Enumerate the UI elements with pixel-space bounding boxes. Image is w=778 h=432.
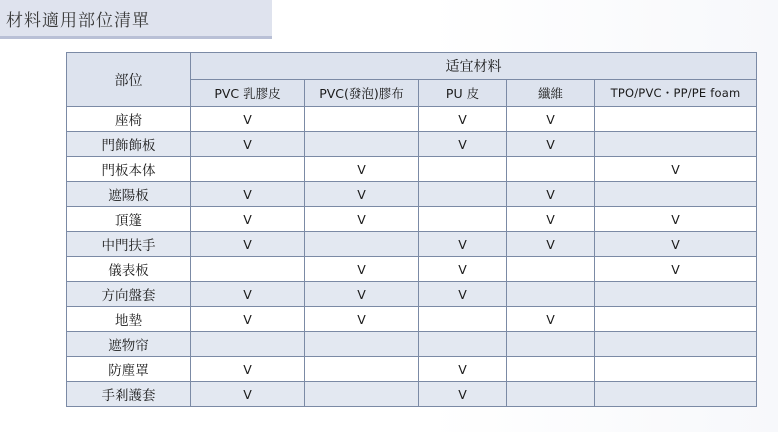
row-part-label: 遮陽板 bbox=[67, 182, 191, 207]
cell-mark: V bbox=[191, 382, 305, 407]
cell-mark bbox=[595, 107, 757, 132]
cell-mark bbox=[419, 207, 507, 232]
cell-mark: V bbox=[305, 207, 419, 232]
row-part-label: 門飾飾板 bbox=[67, 132, 191, 157]
table-head bbox=[67, 53, 757, 107]
title-underline bbox=[0, 36, 272, 39]
header-col-fiber: 纖維 bbox=[507, 80, 595, 107]
cell-mark bbox=[305, 107, 419, 132]
cell-mark: V bbox=[595, 257, 757, 282]
cell-mark bbox=[191, 157, 305, 182]
cell-mark: V bbox=[419, 107, 507, 132]
cell-mark: V bbox=[507, 107, 595, 132]
cell-mark: V bbox=[191, 132, 305, 157]
cell-mark bbox=[595, 332, 757, 357]
cell-mark bbox=[419, 157, 507, 182]
cell-mark bbox=[507, 257, 595, 282]
header-suitable-materials: 适宜材料 bbox=[191, 53, 757, 80]
cell-mark bbox=[419, 182, 507, 207]
cell-mark: V bbox=[419, 357, 507, 382]
header-col-tpo-foam: TPO/PVC・PP/PE foam bbox=[595, 80, 757, 107]
cell-mark: V bbox=[419, 282, 507, 307]
cell-mark bbox=[507, 157, 595, 182]
cell-mark bbox=[507, 282, 595, 307]
row-part-label: 儀表板 bbox=[67, 257, 191, 282]
cell-mark: V bbox=[191, 232, 305, 257]
row-part-label: 遮物帘 bbox=[67, 332, 191, 357]
cell-mark bbox=[507, 332, 595, 357]
document-title-bar bbox=[0, 0, 272, 36]
cell-mark: V bbox=[595, 232, 757, 257]
cell-mark bbox=[305, 332, 419, 357]
table-row bbox=[67, 257, 757, 282]
table-row bbox=[67, 157, 757, 182]
cell-mark: V bbox=[419, 257, 507, 282]
cell-mark bbox=[595, 282, 757, 307]
row-part-label: 頂篷 bbox=[67, 207, 191, 232]
table-row bbox=[67, 357, 757, 382]
cell-mark bbox=[595, 382, 757, 407]
cell-mark: V bbox=[191, 357, 305, 382]
cell-mark bbox=[507, 357, 595, 382]
table-row bbox=[67, 107, 757, 132]
cell-mark: V bbox=[305, 182, 419, 207]
cell-mark: V bbox=[507, 132, 595, 157]
table-row bbox=[67, 232, 757, 257]
cell-mark: V bbox=[507, 307, 595, 332]
cell-mark: V bbox=[305, 157, 419, 182]
table-header-group-row bbox=[67, 53, 757, 80]
table-body bbox=[67, 107, 757, 407]
cell-mark bbox=[191, 332, 305, 357]
cell-mark: V bbox=[595, 207, 757, 232]
cell-mark: V bbox=[419, 232, 507, 257]
header-part: 部位 bbox=[67, 53, 191, 107]
cell-mark bbox=[419, 307, 507, 332]
cell-mark bbox=[305, 382, 419, 407]
header-col-pvc-foam: PVC(發泡)膠布 bbox=[305, 80, 419, 107]
row-part-label: 方向盤套 bbox=[67, 282, 191, 307]
row-part-label: 手剎護套 bbox=[67, 382, 191, 407]
cell-mark: V bbox=[507, 207, 595, 232]
row-part-label: 門板本体 bbox=[67, 157, 191, 182]
cell-mark bbox=[595, 182, 757, 207]
table-row bbox=[67, 282, 757, 307]
cell-mark: V bbox=[419, 132, 507, 157]
cell-mark bbox=[595, 132, 757, 157]
row-part-label: 防塵罩 bbox=[67, 357, 191, 382]
material-usage-table bbox=[66, 52, 757, 407]
page-title: 材料適用部位清單 bbox=[6, 10, 150, 31]
cell-mark: V bbox=[419, 382, 507, 407]
material-table-container bbox=[66, 52, 756, 407]
cell-mark: V bbox=[507, 232, 595, 257]
cell-mark: V bbox=[305, 257, 419, 282]
table-row bbox=[67, 207, 757, 232]
cell-mark: V bbox=[191, 307, 305, 332]
cell-mark: V bbox=[595, 157, 757, 182]
cell-mark: V bbox=[191, 207, 305, 232]
cell-mark bbox=[305, 132, 419, 157]
row-part-label: 座椅 bbox=[67, 107, 191, 132]
cell-mark: V bbox=[191, 182, 305, 207]
table-row bbox=[67, 132, 757, 157]
table-row bbox=[67, 382, 757, 407]
row-part-label: 地墊 bbox=[67, 307, 191, 332]
cell-mark bbox=[191, 257, 305, 282]
table-row bbox=[67, 182, 757, 207]
cell-mark: V bbox=[191, 282, 305, 307]
cell-mark bbox=[305, 357, 419, 382]
header-col-pu: PU 皮 bbox=[419, 80, 507, 107]
table-row bbox=[67, 307, 757, 332]
cell-mark bbox=[595, 307, 757, 332]
cell-mark: V bbox=[305, 282, 419, 307]
header-col-pvc-latex: PVC 乳膠皮 bbox=[191, 80, 305, 107]
cell-mark bbox=[507, 382, 595, 407]
cell-mark: V bbox=[191, 107, 305, 132]
row-part-label: 中門扶手 bbox=[67, 232, 191, 257]
cell-mark bbox=[305, 232, 419, 257]
cell-mark: V bbox=[305, 307, 419, 332]
table-row bbox=[67, 332, 757, 357]
cell-mark: V bbox=[507, 182, 595, 207]
cell-mark bbox=[595, 357, 757, 382]
cell-mark bbox=[419, 332, 507, 357]
